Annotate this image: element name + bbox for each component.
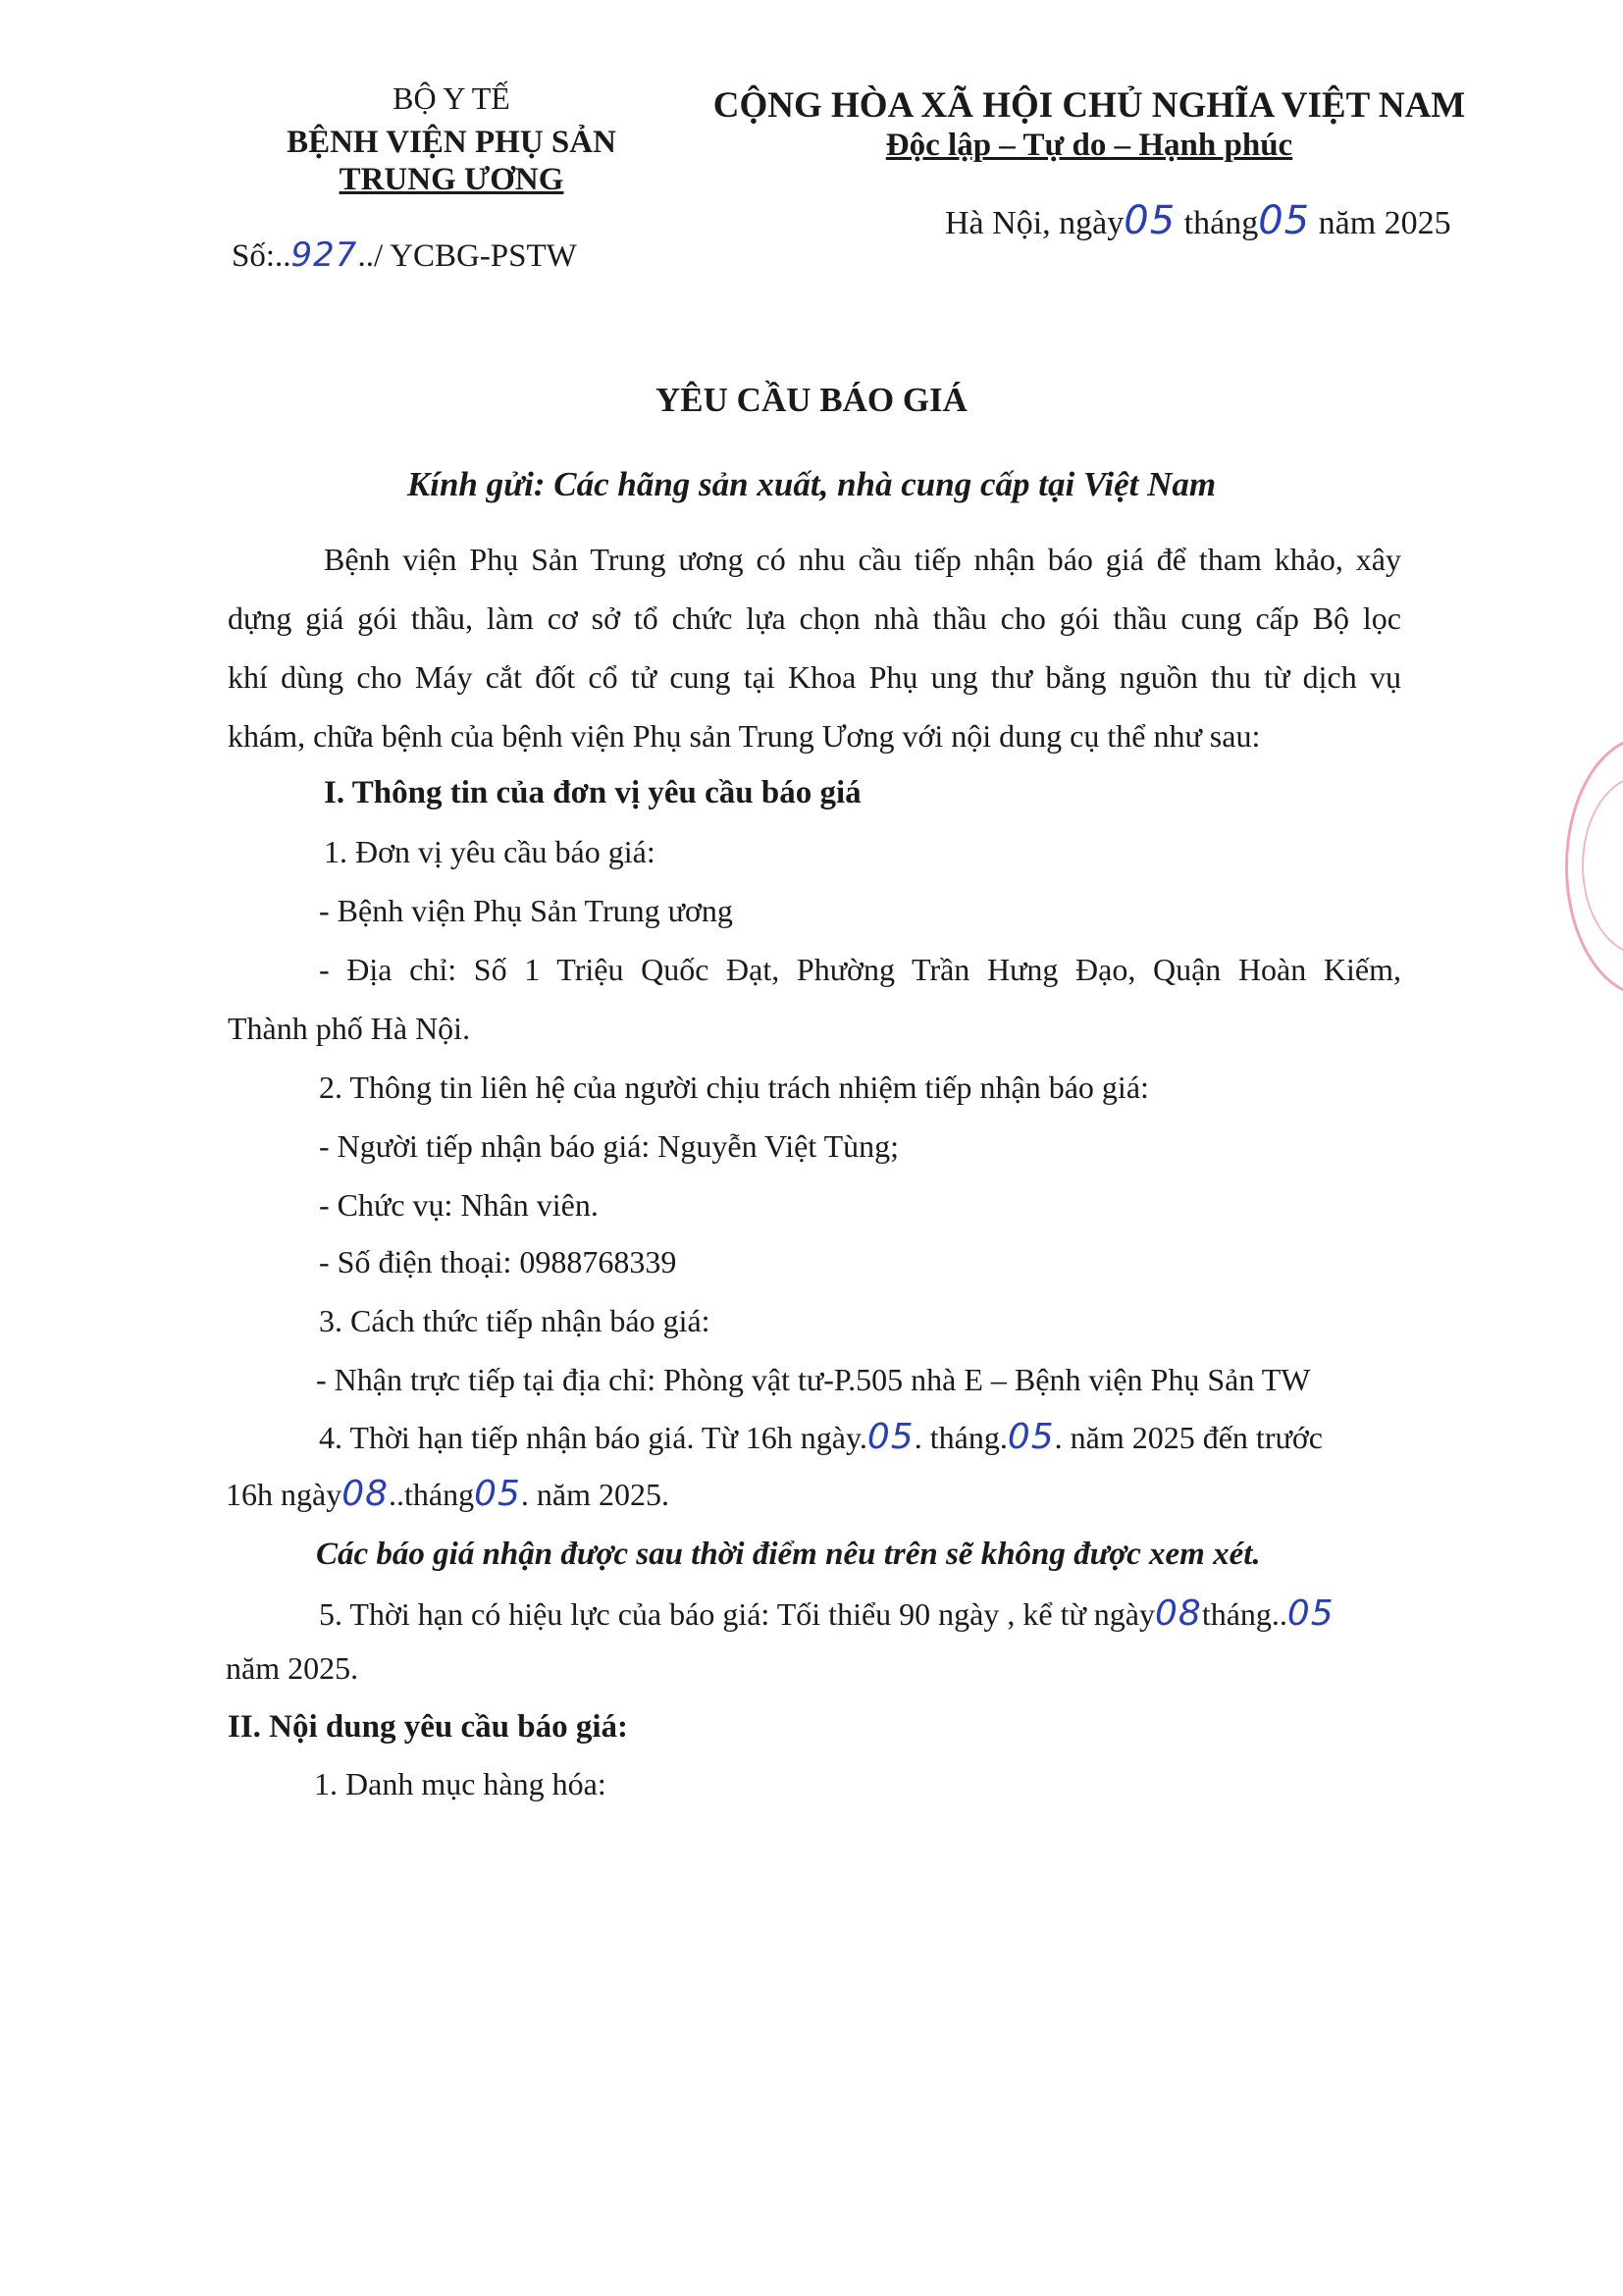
national-motto: Độc lập – Tự do – Hạnh phúc [885,128,1293,163]
address-line-2: Thành phố Hà Nội. [228,1011,471,1046]
document-date [945,198,1451,243]
document-number-suffix: / YCBG-PSTW [373,238,577,274]
receiver-position: - Chức vụ: Nhân viên. [319,1187,599,1223]
section-1-item-5-line-1 [319,1593,1335,1634]
intro-line-2: dựng giá gói thầu, làm cơ sở tổ chức lựa chọn nhà thầu cho gói thầu cung cấp Bộ lọc [228,600,1401,636]
intro-line-1: Bệnh viện Phụ Sản Trung ương có nhu cầu tiếp nhận báo giá để tham khảo, xây [324,542,1401,577]
hospital-name-line2: TRUNG ƯƠNG [339,162,564,197]
document-number-handwritten: 927 [290,235,358,275]
receiver-name: - Người tiếp nhận báo giá: Nguyễn Việt Tùng; [319,1128,900,1164]
item-4-day-2-handwritten: 08 [341,1474,390,1514]
item-5-text-b: tháng.. [1201,1596,1287,1632]
item-4-month-2-handwritten: 05 [474,1474,521,1514]
section-1-item-5-line-2: năm 2025. [226,1650,359,1686]
recipient-line: Kính gửi: Các hãng sản xuất, nhà cung cấp tại Việt Nam [406,465,1217,503]
item-5-day-handwritten: 08 [1155,1593,1202,1634]
date-month-handwritten: 05 [1258,198,1311,243]
date-prefix: Hà Nội, ngày [945,205,1125,241]
item-4-text-c: . năm 2025 đến trước [1054,1420,1323,1455]
receiver-phone: - Số điện thoại: 0988768339 [319,1244,677,1279]
intro-line-4: khám, chữa bệnh của bệnh viện Phụ sản Trung Ương với nội dung cụ thể như sau: [228,718,1261,754]
section-1-item-2: 2. Thông tin liên hệ của người chịu trách nhiệm tiếp nhận báo giá: [319,1070,1149,1105]
item-4-text-b: . tháng. [914,1420,1008,1455]
item-4-text-d: 16h ngày [226,1477,342,1512]
item-4-month-1-handwritten: 05 [1007,1417,1055,1457]
intro-line-3: khí dùng cho Máy cắt đốt cổ tử cung tại Khoa Phụ ung thư bằng nguồn thu từ dịch vụ [228,659,1401,695]
section-1-heading: I. Thông tin của đơn vị yêu cầu báo giá [324,775,862,810]
section-2-item-1: 1. Danh mục hàng hóa: [314,1766,606,1801]
address-line-1: - Địa chỉ: Số 1 Triệu Quốc Đạt, Phường Trần Hưng Đạo, Quận Hoàn Kiếm, [319,952,1401,987]
section-1-item-3: 3. Cách thức tiếp nhận báo giá: [319,1303,710,1338]
document-number-dots: .. [357,238,374,274]
requesting-unit: - Bệnh viện Phụ Sản Trung ương [319,893,733,928]
item-5-month-handwritten: 05 [1286,1593,1335,1634]
item-5-text-a: 5. Thời hạn có hiệu lực của báo giá: Tối thiểu 90 ngày , kể từ ngày [319,1596,1155,1632]
date-month-label: tháng [1183,205,1259,241]
item-4-text-f: . năm 2025. [520,1477,670,1512]
section-1-item-4-line-2 [226,1474,669,1514]
section-1-item-4-line-1 [319,1417,1323,1457]
section-1-item-1: 1. Đơn vị yêu cầu báo giá: [324,834,655,869]
document-number [232,235,577,275]
item-4-text-a: 4. Thời hạn tiếp nhận báo giá. Từ 16h ngày. [319,1420,867,1455]
hospital-name: BỆNH VIỆN PHỤ SẢN [287,125,616,160]
document-title: YÊU CẦU BÁO GIÁ [655,381,968,419]
nation-title: CỘNG HÒA XÃ HỘI CHỦ NGHĨA VIỆT NAM [712,85,1466,126]
ministry-name: BỘ Y TẾ [393,80,510,116]
receiving-method: - Nhận trực tiếp tại địa chỉ: Phòng vật tư-P.505 nhà E – Bệnh viện Phụ Sản TW [316,1362,1311,1397]
item-4-text-e: ..tháng [389,1477,475,1512]
document-number-prefix: Số:.. [232,238,291,274]
date-day-handwritten: 05 [1124,198,1177,243]
section-2-heading: II. Nội dung yêu cầu báo giá: [228,1709,629,1745]
date-year: năm 2025 [1318,205,1451,241]
item-4-day-1-handwritten: 05 [866,1417,915,1457]
late-quote-note: Các báo giá nhận được sau thời điểm nêu trên sẽ không được xem xét. [316,1537,1261,1572]
